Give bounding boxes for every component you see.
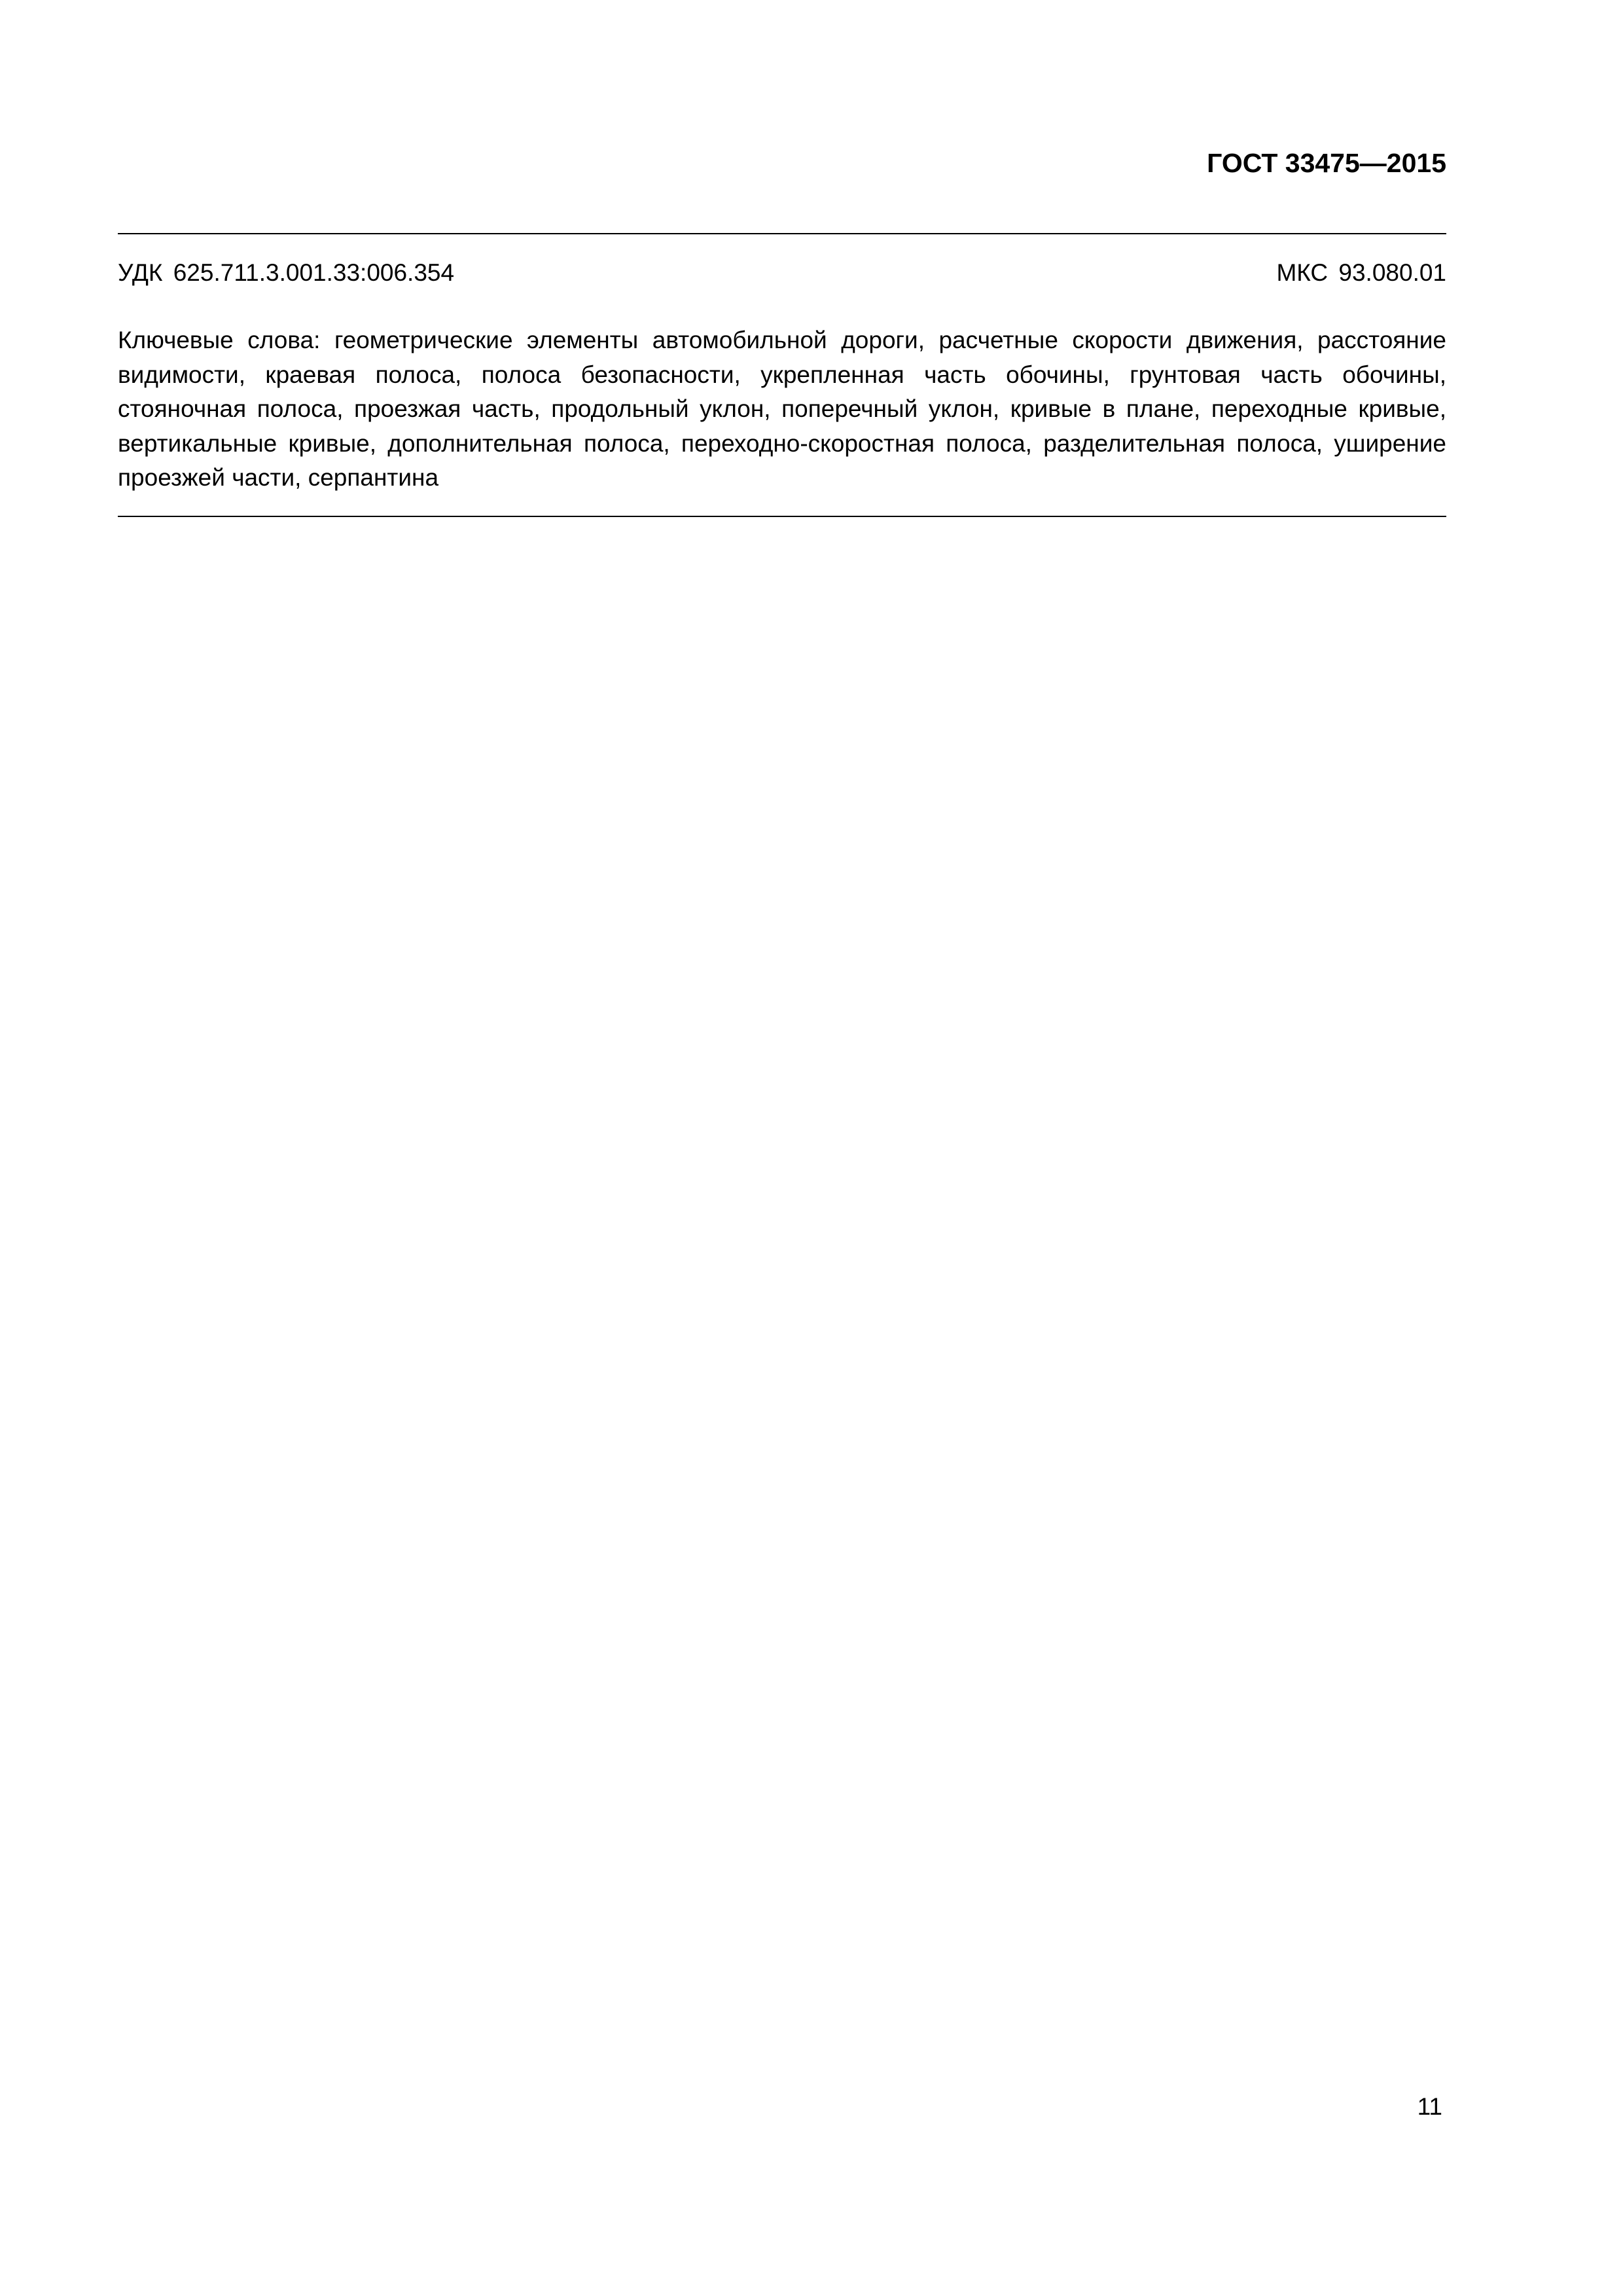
mks-code: МКС 93.080.01 <box>1276 259 1446 286</box>
classification-row <box>118 259 1446 292</box>
udk-code: УДК 625.711.3.001.33:006.354 <box>118 259 455 286</box>
keywords-paragraph: Ключевые слова: геометрические элементы автомобильной дороги, расчетные скорости движения, расстояние видимости, краевая полоса, полоса безопасности, укрепленная часть обочины, грунтовая часть обочины, стояночная полоса, проезжая часть, продольный уклон, поперечный уклон, кривые в плане, переходные кривые, вертикальные кривые, дополнительная полоса, переходно-скоростная полоса, разделительная полоса, уширение проезжей части, серпантина <box>118 327 1446 491</box>
document-code: ГОСТ 33475—2015 <box>1207 148 1446 178</box>
page-number: 11 <box>1417 2093 1442 2120</box>
bottom-divider <box>118 516 1446 517</box>
top-divider <box>118 233 1446 234</box>
